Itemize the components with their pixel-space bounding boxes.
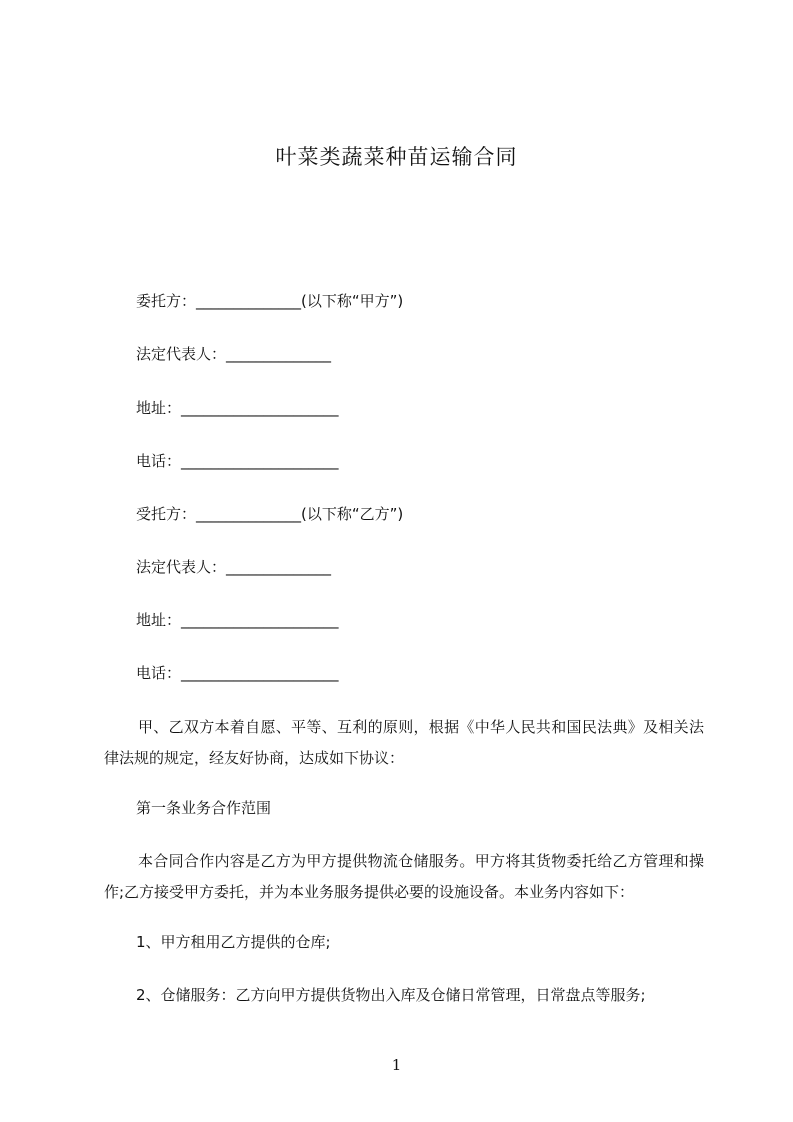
party-b-name-line: 受托方：______________(以下称“乙方”) bbox=[136, 505, 404, 523]
preamble-paragraph: 甲、乙双方本着自愿、平等、互利的原则，根据《中华人民共和国民法典》及相关法律法规的规定，经友好协商，达成如下协议： bbox=[104, 718, 704, 767]
party-b-phone-line: 电话：_____________________ bbox=[136, 664, 339, 682]
article-1-item: 1、甲方租用乙方提供的仓库; bbox=[136, 933, 331, 951]
article-1-heading: 第一条业务合作范围 bbox=[136, 799, 272, 817]
party-a-name-line: 委托方：______________(以下称“甲方”) bbox=[136, 292, 404, 310]
article-1-item: 2、仓储服务：乙方向甲方提供货物出入库及仓储日常管理，日常盘点等服务; bbox=[136, 986, 646, 1004]
page-number: 1 bbox=[391, 1056, 402, 1074]
document-title: 叶菜类蔬菜种苗运输合同 bbox=[275, 145, 518, 169]
party-a-address-line: 地址：_____________________ bbox=[136, 399, 339, 417]
party-a-phone-line: 电话：_____________________ bbox=[136, 452, 339, 470]
party-b-representative-line: 法定代表人：______________ bbox=[136, 558, 332, 576]
article-1-intro-paragraph: 本合同合作内容是乙方为甲方提供物流仓储服务。甲方将其货物委托给乙方管理和操作;乙方接受甲方委托，并为本业务服务提供必要的设施设备。本业务内容如下： bbox=[104, 852, 704, 901]
party-b-address-line: 地址：_____________________ bbox=[136, 611, 339, 629]
party-a-representative-line: 法定代表人：______________ bbox=[136, 345, 332, 363]
